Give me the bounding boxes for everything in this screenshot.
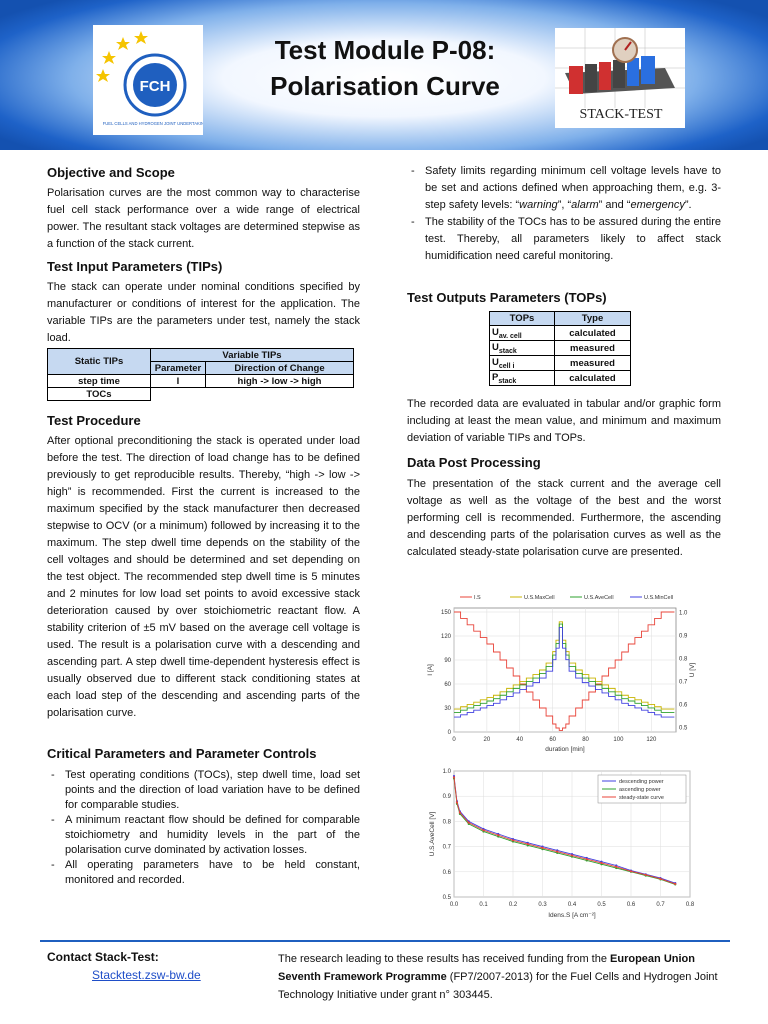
critical-item-2: - A minimum reactant flow should be defined for comparable stoichiometry and humidity levels in the part of the polarisation curve dominated by activation losses. — [47, 813, 360, 858]
tops-row-4: $P_{stack}$ — [490, 371, 555, 386]
chart1-legend-label: U.S.AveCell — [584, 595, 614, 601]
chart2-xlabel: Idens.S [A cm⁻²] — [548, 912, 596, 919]
fch-logo-ring-text: FUEL CELLS AND HYDROGEN JOINT UNDERTAKING — [102, 121, 203, 126]
chart2-point — [456, 801, 458, 803]
chart2-point — [556, 851, 558, 853]
safety-list — [407, 163, 721, 265]
chart1-xtick: 40 — [516, 737, 524, 743]
chart2-point — [468, 822, 470, 824]
tops-row-3-type: measured — [555, 356, 631, 371]
chart1-y2tick: 0.7 — [679, 679, 688, 686]
chart2-legend-label: steady-state curve — [619, 795, 664, 801]
tips-table — [47, 348, 354, 401]
tips-static-header: Static TIPs — [48, 349, 151, 375]
chart2-point — [630, 870, 632, 872]
chart1-ytick: 90 — [444, 658, 451, 664]
tops-row-3: $U_{cell i}$ — [490, 356, 555, 371]
tops-col1-header: TOPs — [490, 312, 555, 326]
chart1-xtick: 80 — [582, 737, 589, 743]
chart1-y2tick: 0.9 — [679, 633, 688, 640]
chart2-ytick: 1.0 — [442, 769, 451, 775]
chart2-legend-label: ascending power — [619, 787, 661, 793]
chart2-point — [541, 847, 543, 849]
stack-test-logo-text: STACK-TEST — [579, 107, 663, 122]
tops-col2-header: Type — [555, 312, 631, 326]
chart2-ytick: 0.7 — [442, 844, 451, 851]
safety-item-2: - The stability of the TOCs has to be assured during the entire test. Thereby, all parameters likely to affect stack humidification need careful monitoring. — [407, 214, 721, 265]
chart2-point — [600, 862, 602, 864]
chart1-ytick: 30 — [444, 706, 451, 712]
chart2-ytick: 0.8 — [442, 819, 451, 826]
chart2-ytick: 0.6 — [442, 869, 451, 876]
chart2-point — [497, 834, 499, 836]
chart2-legend-label: descending power — [619, 779, 664, 785]
chart1-ytick: 150 — [440, 610, 451, 616]
tops-row-2-type: measured — [555, 341, 631, 356]
tips-text: The stack can operate under nominal conditions specified by manufacturer or conditions of interest for the application. The variable TIPs are the parameters under test, namely the stack load. — [47, 281, 360, 344]
chart1-legend-label: U.S.MinCell — [644, 595, 674, 601]
chart2-xtick: 0.2 — [508, 902, 518, 908]
header-banner — [0, 0, 768, 150]
chart2-point — [527, 843, 529, 845]
chart2-ytick: 0.5 — [442, 895, 451, 901]
chart1-frame — [454, 608, 676, 732]
post-text: The presentation of the stack current and the average cell voltage as well as the voltage of the best and the worst performing cell is recommended. Furthermore, the ascending and descending parts of the polarisation curves as well as the calculated steady-state polarisation curve are presented. — [407, 478, 721, 558]
chart2-ytick: 0.9 — [442, 794, 451, 801]
chart1-y2tick: 0.6 — [679, 702, 688, 709]
objective-text: Polarisation curves are the most common way to characterise fuel cell stack performance over a wide range of electrical power. The resultant stack voltages are determined stepwise as a function of the stack current. — [47, 187, 360, 250]
tips-heading: Test Input Parameters (TIPs) — [47, 259, 223, 274]
tips-row1-direction: high -> low -> high — [206, 375, 354, 388]
chart2-point — [453, 776, 455, 778]
tops-table — [489, 311, 631, 386]
chart-1-svg — [420, 590, 700, 760]
chart1-xtick: 100 — [613, 737, 624, 743]
chart2-xtick: 0.5 — [597, 902, 606, 908]
chart2-point — [459, 811, 461, 813]
safety-item-1: - Safety limits regarding minimum cell voltage levels have to be set and actions defined when approaching them, e.g. 3-step safety levels: “warning”, “alarm” and “emergency”. — [407, 163, 721, 214]
chart1-y2tick: 1.0 — [679, 610, 688, 617]
title-line-1: Test Module P-08: — [274, 35, 496, 65]
chart1-legend-label: I.S — [474, 595, 481, 601]
chart2-point — [482, 829, 484, 831]
warning-term: warning — [519, 199, 558, 211]
chart2-xtick: 0.0 — [449, 902, 459, 908]
alarm-term: alarm — [571, 199, 599, 211]
tops-heading: Test Outputs Parameters (TOPs) — [407, 290, 607, 305]
chart-polarisation — [420, 765, 700, 930]
page-title — [230, 32, 540, 104]
chart2-xtick: 0.6 — [626, 902, 636, 908]
chart-current-voltage — [420, 590, 700, 760]
chart2-xtick: 0.4 — [567, 902, 577, 908]
title-line-2: Polarisation Curve — [270, 71, 500, 101]
chart1-xtick: 120 — [646, 737, 657, 743]
stack-test-logo — [555, 28, 685, 128]
critical-item-3: - All operating parameters have to be held constant, monitored and recorded. — [47, 858, 360, 888]
chart1-ylabel: I [A] — [427, 664, 434, 676]
chart1-legend-label: U.S.MaxCell — [524, 595, 555, 601]
procedure-heading: Test Procedure — [47, 413, 141, 428]
funding-bold: European Union Seventh Framework Programme — [278, 953, 695, 983]
chart2-ylabel: U.S.AveCell [V] — [429, 811, 436, 857]
footer-divider — [40, 940, 730, 942]
emergency-term: emergency — [630, 199, 685, 211]
critical-item-1: - Test operating conditions (TOCs), step dwell time, load set points and the direction of load variation have to be defined for comparable studies. — [47, 768, 360, 813]
tips-direction-header: Direction of Change — [206, 362, 354, 375]
critical-list — [47, 768, 360, 888]
chart2-point — [571, 854, 573, 856]
chart1-xlabel: duration [min] — [545, 746, 585, 753]
objective-heading: Objective and Scope — [47, 165, 175, 180]
chart2-point — [645, 874, 647, 876]
tops-text: The recorded data are evaluated in tabular and/or graphic form including at least the mean value, and minimum and maximum deviation of variable TIPs and TOPs. — [407, 398, 721, 444]
tops-row-4-type: calculated — [555, 371, 631, 386]
chart1-y2label: U [V] — [689, 662, 696, 678]
chart2-point — [674, 883, 676, 885]
chart1-xtick: 0 — [452, 737, 456, 743]
tips-row1-static: step time — [48, 375, 151, 388]
chart1-xtick: 60 — [549, 737, 557, 743]
chart1-ytick: 120 — [440, 634, 451, 640]
chart2-xtick: 0.7 — [656, 902, 665, 908]
post-heading: Data Post Processing — [407, 455, 541, 470]
critical-heading: Critical Parameters and Parameter Controls — [47, 746, 317, 761]
fch-logo — [93, 25, 203, 135]
chart1-y2tick: 0.8 — [679, 656, 688, 663]
chart1-ytick: 0 — [447, 730, 451, 736]
procedure-text: After optional preconditioning the stack is operated under load before the test. The direction of load change has to be defined previously to get reproducible results. Thereby, “high -> low -> high” is recommended. First the current is increased to the maximum specified by the stack manufacturer then decreased stepwise to OCV (or a minimum) followed by increasing it to the maximum. The step dwell time depends on the stability of the cell voltages and should be determined and set depending on the test object. The recommended step dwell time is 5 minutes and 2 minutes for low load set points to avoid excessive stack deterioration caused by over stoichiometric reactant flow. A stability criterion of ±5 mV based on the average cell voltage is used. The result is a polarisation curve with a descending and ascending part. A step dwell time-dependent hysteresis effect is usually observed due to different stack conditioning states at each load step of the descending and ascending parts of the polarisation curve. — [47, 435, 360, 719]
chart2-point — [659, 878, 661, 880]
chart2-xtick: 0.3 — [538, 902, 547, 908]
tops-row-1: $U_{av. cell}$ — [490, 326, 555, 341]
tips-row1-param: I — [151, 375, 206, 388]
tips-row2-static: TOCs — [48, 388, 151, 401]
chart2-xtick: 0.1 — [479, 902, 488, 908]
chart1-y2tick: 0.5 — [679, 725, 688, 732]
tips-param-header: Parameter — [151, 362, 206, 375]
chart1-xtick: 20 — [483, 737, 491, 743]
chart2-point — [512, 839, 514, 841]
chart2-point — [615, 866, 617, 868]
fch-logo-text: FCH — [139, 78, 171, 95]
chart-2-svg — [420, 765, 700, 930]
funding-text: The research leading to these results has received funding from the European Union Seventh Framework Programme (FP7/2007-2013) for the Fuel Cells and Hydrogen Joint Technology Initiative under grant n° 303445. — [278, 953, 718, 1001]
tips-variable-header: Variable TIPs — [151, 349, 354, 362]
contact-label: Contact Stack-Test: — [47, 950, 159, 964]
tops-row-1-type: calculated — [555, 326, 631, 341]
tops-row-2: $U_{stack}$ — [490, 341, 555, 356]
contact-link[interactable]: Stacktest.zsw-bw.de — [92, 968, 201, 982]
chart1-ytick: 60 — [444, 682, 451, 688]
chart2-xtick: 0.8 — [685, 902, 695, 908]
chart2-point — [586, 858, 588, 860]
